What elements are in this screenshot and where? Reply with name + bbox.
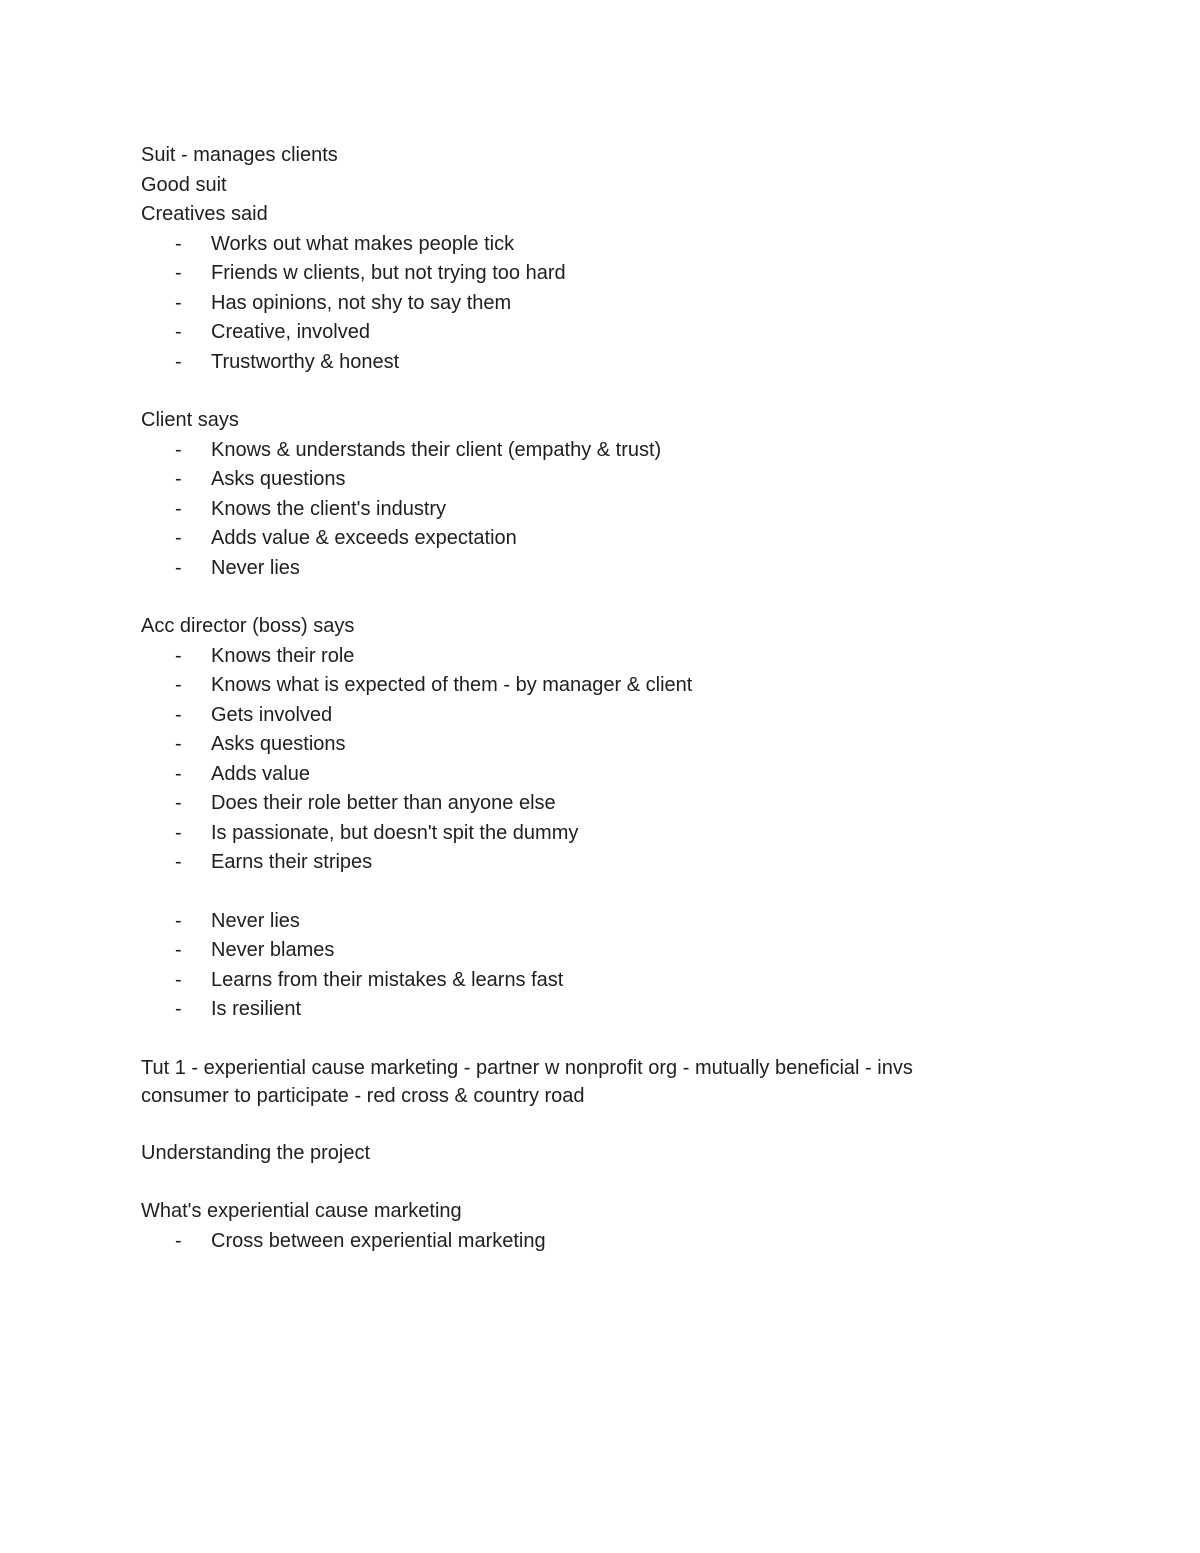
list-item	[141, 730, 1041, 760]
list-item-text: Is resilient	[211, 998, 302, 1020]
bullet-dash: -	[175, 468, 182, 490]
list-item	[141, 465, 1041, 495]
blank-line	[141, 583, 1041, 612]
list-item-text: Gets involved	[211, 703, 333, 726]
list-item-text: Learns from their mistakes & learns fast	[211, 968, 564, 991]
heading-acc-director-says: Acc director (boss) says	[141, 615, 355, 637]
list-item-text: Adds value & exceeds expectation	[211, 527, 517, 549]
bullet-dash: -	[175, 321, 182, 343]
heading-whats-ecm: What's experiential cause marketing	[141, 1200, 462, 1222]
bullet-dash: -	[175, 527, 182, 549]
list-item-text: Never lies	[211, 909, 300, 932]
list-item-text: Adds value	[211, 762, 310, 785]
list-item-text: Knows the client's industry	[211, 497, 447, 520]
document-body	[141, 141, 1041, 1256]
bullet-dash: -	[175, 733, 182, 755]
bullet-dash: -	[175, 438, 182, 461]
bullet-dash: -	[175, 350, 182, 373]
list-item	[141, 436, 1041, 466]
bullet-dash: -	[175, 821, 182, 844]
paragraph-tut-1: Tut 1 - experiential cause marketing - partner w nonprofit org - mutually beneficial - invs consumer to participate - red cross & country road	[141, 1056, 913, 1107]
list-item	[141, 819, 1041, 849]
list-item	[141, 789, 1041, 819]
list-item-text: Knows & understands their client (empathy & trust)	[211, 438, 662, 461]
heading-creatives-said: Creatives said	[141, 203, 268, 225]
bullet-dash: -	[175, 909, 182, 932]
list-item-text: Does their role better than anyone else	[211, 792, 556, 814]
list-creatives-said	[141, 230, 1041, 378]
bullet-dash: -	[175, 644, 182, 667]
list-item	[141, 966, 1041, 996]
list-item-text: Works out what makes people tick	[211, 232, 515, 255]
list-item-text: Cross between experiential marketing	[211, 1229, 546, 1252]
list-item	[141, 1227, 1041, 1257]
list-item	[141, 995, 1041, 1025]
list-item	[141, 495, 1041, 525]
list-item-text: Knows what is expected of them - by manager & client	[211, 674, 693, 696]
list-item-text: Knows their role	[211, 644, 355, 667]
list-item	[141, 289, 1041, 319]
list-item-text: Asks questions	[211, 733, 346, 755]
list-item-text: Trustworthy & honest	[211, 350, 400, 373]
line-good-suit: Good suit	[141, 173, 227, 196]
list-item-text: Never lies	[211, 556, 300, 579]
bullet-dash: -	[175, 497, 182, 520]
list-item	[141, 848, 1041, 878]
heading-understanding-project: Understanding the project	[141, 1141, 371, 1164]
list-director-says-continued	[141, 907, 1041, 1025]
list-item	[141, 642, 1041, 672]
bullet-dash: -	[175, 232, 182, 255]
list-item-text: Is passionate, but doesn't spit the dummy	[211, 821, 579, 844]
list-item-text: Creative, involved	[211, 321, 370, 343]
list-item-text: Asks questions	[211, 468, 346, 490]
bullet-dash: -	[175, 291, 182, 314]
bullet-dash: -	[175, 939, 182, 961]
bullet-dash: -	[175, 703, 182, 726]
list-item	[141, 554, 1041, 584]
bullet-dash: -	[175, 792, 182, 814]
blank-line	[141, 1025, 1041, 1054]
list-item-text: Earns their stripes	[211, 851, 373, 873]
list-item	[141, 230, 1041, 260]
bullet-dash: -	[175, 262, 182, 284]
list-item	[141, 524, 1041, 554]
blank-line	[141, 1110, 1041, 1139]
list-item	[141, 760, 1041, 790]
blank-line	[141, 878, 1041, 907]
bullet-dash: -	[175, 674, 182, 696]
heading-client-says: Client says	[141, 409, 239, 431]
list-item	[141, 348, 1041, 378]
bullet-dash: -	[175, 556, 182, 579]
list-item-text: Friends w clients, but not trying too hard	[211, 262, 566, 284]
bullet-dash: -	[175, 851, 182, 873]
bullet-dash: -	[175, 968, 182, 991]
list-item	[141, 936, 1041, 966]
list-item	[141, 701, 1041, 731]
blank-line	[141, 1168, 1041, 1197]
list-item	[141, 671, 1041, 701]
list-item-text: Has opinions, not shy to say them	[211, 291, 512, 314]
list-item	[141, 259, 1041, 289]
list-item	[141, 907, 1041, 937]
bullet-dash: -	[175, 1229, 182, 1252]
list-ecm	[141, 1227, 1041, 1257]
list-item	[141, 318, 1041, 348]
list-item-text: Never blames	[211, 939, 335, 961]
list-director-says	[141, 642, 1041, 878]
line-suit-definition: Suit - manages clients	[141, 144, 338, 166]
list-client-says	[141, 436, 1041, 584]
bullet-dash: -	[175, 762, 182, 785]
bullet-dash: -	[175, 998, 182, 1020]
blank-line	[141, 377, 1041, 406]
